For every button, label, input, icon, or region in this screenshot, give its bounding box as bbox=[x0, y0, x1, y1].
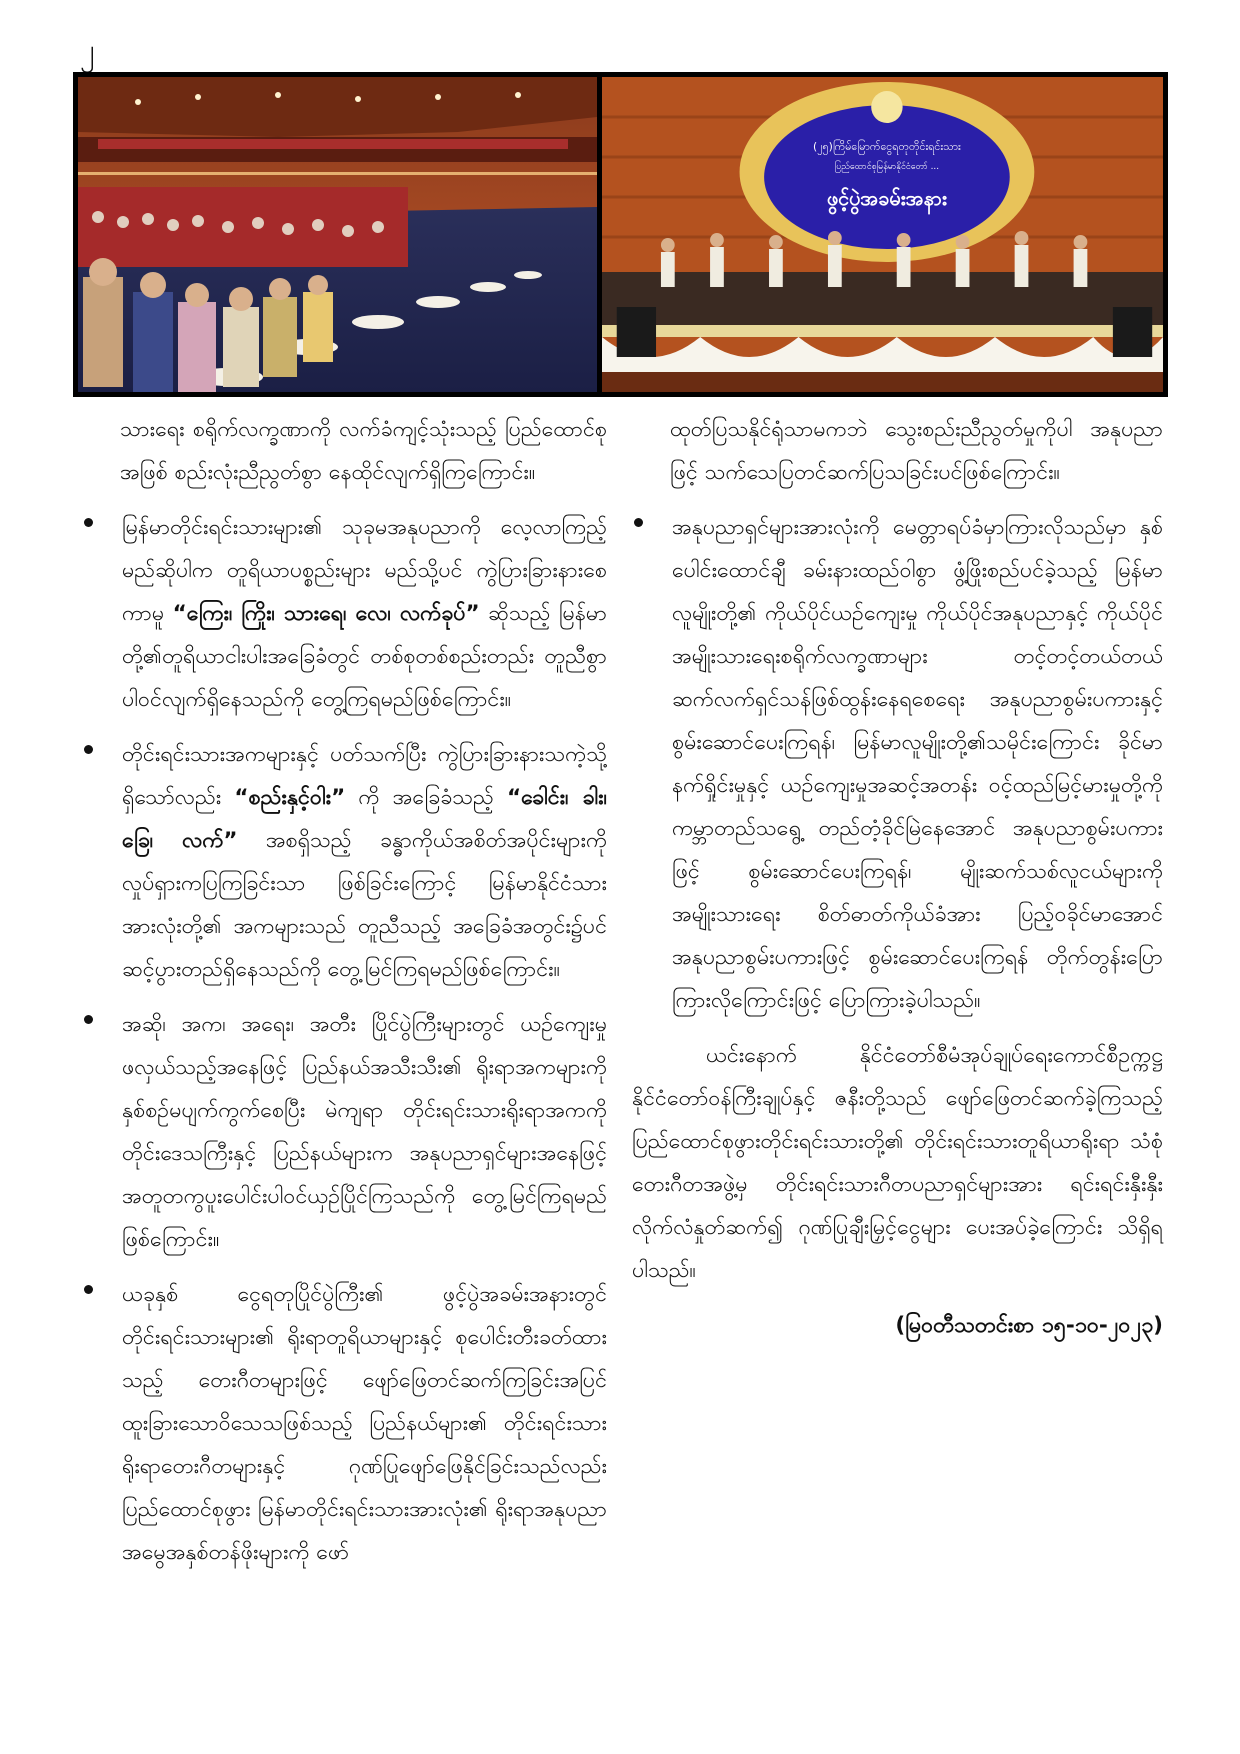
banner-line-2: ပြည်ထောင်စုမြန်မာနိုင်ငံတော် ... bbox=[834, 161, 940, 173]
bullet-dot-icon bbox=[634, 518, 643, 527]
bullet-dot-icon bbox=[84, 745, 93, 754]
bullet1-bold: “ကြေး၊ ကြိုး၊ သားရေ၊ လေ၊ လက်ခုပ်” bbox=[172, 601, 480, 626]
bullet2-text-a: တိုင်းရင်းသားအကများနှင့် ပတ်သက်ပြီး ကွဲပြားခြားနားသကဲ့သို့ ရှိသော်လည်း bbox=[122, 742, 607, 810]
bullet-dot-icon bbox=[84, 1015, 93, 1024]
auditorium-audience-icon bbox=[78, 77, 597, 392]
bullet2-bold-2: “ခေါင်း၊ ခါး၊ ခြေ၊ လက်” bbox=[122, 785, 608, 853]
bullet-artists-appeal bbox=[632, 506, 1163, 1022]
bullet1-text-a: မြန်မာတိုင်းရင်းသားများ၏ သုခုမအနုပညာကို လေ့လာကြည့်မည်ဆိုပါက တူရိယာပစ္စည်းများ မည်သို့ပင် ကွဲပြားခြားနားစေကာမူ bbox=[122, 515, 607, 626]
bullet-dot-icon bbox=[84, 1285, 93, 1294]
bullet3-text: အဆို၊ အက၊ အရေး၊ အတီး ပြိုင်ပွဲကြီးများတွင် ယဉ်ကျေးမှုဖလှယ်သည့်အနေဖြင့် ပြည်နယ်အသီးသီး၏ ရိုးရာအကများကို နှစ်စဉ်မပျက်ကွက်စေပြီး မဲကျရာ တိုင်းရင်းသားရိုးရာအကကို တိုင်းဒေသကြီးနှင့် ပြည်နယ်များက အနုပညာရှင်များအနေဖြင့် အတူတကွပူးပေါင်းပါဝင်ယှဉ်ပြိုင်ကြသည်ကို တွေ့မြင်ကြရမည်ဖြစ်ကြောင်း။ bbox=[122, 1012, 607, 1252]
auditorium-audience-photo bbox=[78, 77, 597, 392]
right-column bbox=[632, 408, 1163, 1347]
source-citation: (မြဝတီသတင်းစာ ၁၅-၁၀-၂၀၂၃) bbox=[895, 1313, 1163, 1338]
paragraph-continuation: သားရေး စရိုက်လက္ခဏာကို လက်ခံကျင့်သုံးသည့် ပြည်ထောင်စုအဖြစ် စည်းလုံးညီညွတ်စွာ နေထိုင်လျက်ရှိကြကြောင်း။ bbox=[120, 417, 607, 485]
left-column bbox=[82, 408, 607, 1586]
bullet-dot-icon bbox=[84, 518, 93, 527]
stage-performance-photo bbox=[602, 77, 1163, 392]
paragraph-closing: ယင်းနောက် နိုင်ငံတော်စီမံအုပ်ချုပ်ရေးကောင်စီဥက္ကဋ္ဌ နိုင်ငံတော်ဝန်ကြီးချုပ်နှင့် ဇနီးတို့သည် ဖျော်ဖြေတင်ဆက်ခဲ့ကြသည့် ပြည်ထောင်စုဖွားတိုင်းရင်းသားတို့၏ တိုင်းရင်းသားတူရိယာရိုးရာ သံစုံတေးဂီတအဖွဲ့မှ တိုင်းရင်းသားဂီတပညာရှင်များအား ရင်းရင်းနှီးနှီးလိုက်လံနှုတ်ဆက်၍ ဂုဏ်ပြုချီးမြှင့်ငွေများ ပေးအပ်ခဲ့ကြောင်း သိရှိရပါသည်။ bbox=[632, 1043, 1163, 1283]
stage-performance-icon bbox=[602, 77, 1163, 392]
banner-line-1: (၂၅)ကြိမ်မြောက်ငွေရတုတိုင်းရင်းသား bbox=[813, 139, 961, 154]
bullet-instruments bbox=[82, 506, 607, 721]
bullet2-bold-1: “စည်းနှင့်ဝါး” bbox=[234, 785, 346, 810]
paragraph-continuation-right: ထုတ်ပြသနိုင်ရုံသာမကဘဲ သွေးစည်းညီညွတ်မှုကိုပါ အနုပညာဖြင့် သက်သေပြတင်ဆက်ပြသခြင်းပင်ဖြစ်ကြောင်း။ bbox=[670, 417, 1163, 485]
bullet-dances bbox=[82, 733, 607, 991]
banner-main-text: ဖွင့်ပွဲအခမ်းအနား bbox=[826, 186, 947, 211]
bullet2-text-b: ကို အခြေခံသည့် bbox=[345, 785, 507, 810]
photo-strip bbox=[73, 72, 1168, 397]
bullet4-text: ယခုနှစ် ငွေရတုပြိုင်ပွဲကြီး၏ ဖွင့်ပွဲအခမ်းအနားတွင် တိုင်းရင်းသားများ၏ ရိုးရာတူရိယာများနှင့် စုပေါင်းတီးခတ်ထားသည့် တေးဂီတများဖြင့် ဖျော်ဖြေတင်ဆက်ကြခြင်းအပြင် ထူးခြားသောဝိသေသဖြစ်သည့် ပြည်နယ်များ၏ တိုင်းရင်းသားရိုးရာတေးဂီတများနှင့် ဂုဏ်ပြုဖျော်ဖြေနိုင်ခြင်းသည်လည်း ပြည်ထောင်စုဖွား မြန်မာတိုင်းရင်းသားအားလုံး၏ ရိုးရာအနုပညာအမွေအနှစ်တန်ဖိုးများကို ဖော် bbox=[122, 1282, 607, 1565]
page-number: ၂ bbox=[80, 33, 95, 68]
bullet-opening-ceremony bbox=[82, 1273, 607, 1574]
bullet1-text-b: ဆိုသည့် မြန်မာတို့၏တူရိယာငါးပါးအခြေခံတွင် တစ်စုတစ်စည်းတည်း တူညီစွာ ပါဝင်လျက်ရှိနေသည်ကို တွေ့ကြရမည်ဖြစ်ကြောင်း။ bbox=[122, 601, 608, 712]
bullet2-text-c: အစရှိသည့် ခန္ဓာကိုယ်အစိတ်အပိုင်းများကို လှုပ်ရှားကပြကြခြင်းသာ ဖြစ်ခြင်းကြောင့် မြန်မာနိုင်ငံသားအားလုံးတို့၏ အကများသည် တူညီသည့် အခြေခံအတွင်း၌ပင် ဆင့်ပွားတည်ရှိနေသည်ကို တွေ့မြင်ကြရမည်ဖြစ်ကြောင်း။ bbox=[122, 828, 607, 982]
bullet5-text: အနုပညာရှင်များအားလုံးကို မေတ္တာရပ်ခံမှာကြားလိုသည်မှာ နှစ်ပေါင်းထောင်ချီ ခမ်းနားထည်ဝါစွာ ဖွံ့ဖြိုးစည်ပင်ခဲ့သည့် မြန်မာလူမျိုးတို့၏ ကိုယ်ပိုင်ယဉ်ကျေးမှု ကိုယ်ပိုင်အနုပညာနှင့် ကိုယ်ပိုင်အမျိုးသားရေးစရိုက်လက္ခဏာများ တင့်တင့်တယ်တယ် ဆက်လက်ရှင်သန်ဖြစ်ထွန်းနေရစေရေး အနုပညာစွမ်းပကားနှင့် စွမ်းဆောင်ပေးကြရန်၊ မြန်မာလူမျိုးတို့၏သမိုင်းကြောင်း ခိုင်မာနက်ရှိုင်းမှုနှင့် ယဉ်ကျေးမှုအဆင့်အတန်း ဝင့်ထည်မြင့်မားမှုတို့ကို ကမ္ဘာတည်သရွေ့ တည်တံ့ခိုင်မြဲနေအောင် အနုပညာစွမ်းပကားဖြင့် စွမ်းဆောင်ပေးကြရန်၊ မျိုးဆက်သစ်လူငယ်များကို အမျိုးသားရေး စိတ်ဓာတ်ကိုယ်ခံအား ပြည့်ဝခိုင်မာအောင် အနုပညာစွမ်းပကားဖြင့် စွမ်းဆောင်ပေးကြရန် တိုက်တွန်းပြောကြားလိုကြောင်းဖြင့် ပြောကြားခဲ့ပါသည်။ bbox=[672, 515, 1163, 1013]
bullet-competition bbox=[82, 1003, 607, 1261]
